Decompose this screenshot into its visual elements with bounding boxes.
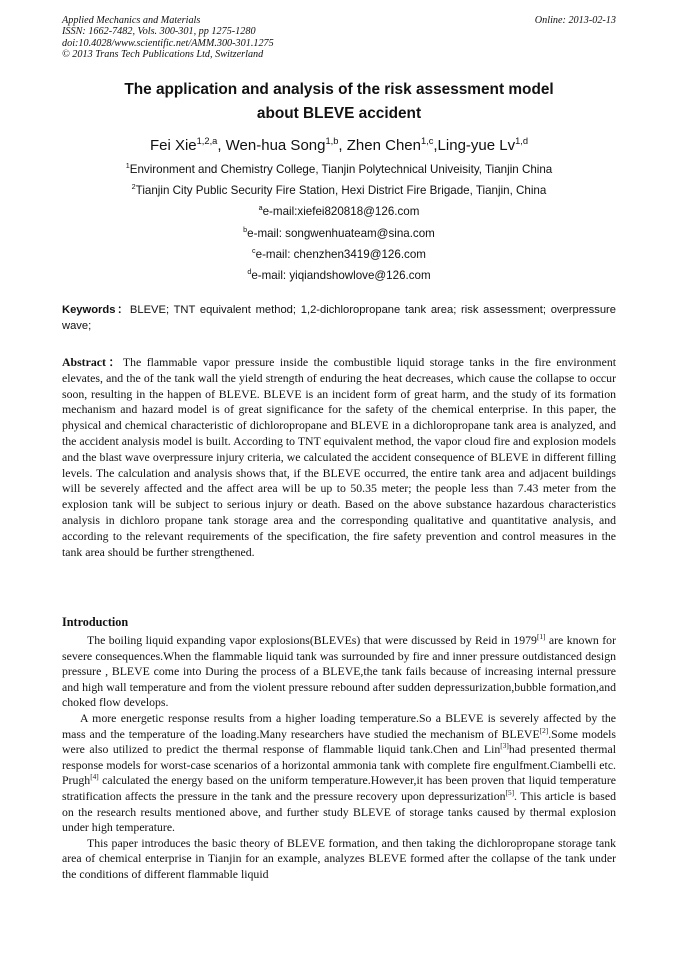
author-affiliation-mark: 1,d [515,136,529,146]
abstract [62,355,616,560]
author-separator: , [217,137,226,154]
keywords [62,303,616,335]
author-name: Zhen Chen [346,137,421,154]
title-line-1: The application and analysis of the risk assessment model [124,81,554,98]
author-list [62,136,616,156]
author-comma: , [433,137,438,154]
citation-ref: [4] [90,772,99,782]
copyright-line: © 2013 Trans Tech Publications Ltd, Switzerland [62,49,264,61]
paragraph-text: A more energetic response results from a higher loading temperature.So a BLEVE is severely affected by the mass and the temperature of the loading.Many researchers have studied the mechanism of BLEVE [62,710,616,741]
keywords-text: BLEVE; TNT equivalent method; 1,2-dichloropropane tank area; risk assessment; overpressure wave; [62,304,616,332]
author-affiliation-mark: 1,2,a [196,136,218,146]
email-mark: d [247,267,252,277]
affiliation-mark: 2 [131,182,136,192]
email-b [62,226,616,242]
issn-line: ISSN: 1662-7482, Vols. 300-301, pp 1275-1280 [62,26,256,38]
affiliation-mark: 1 [125,161,130,171]
author-separator: , [338,137,347,154]
author-name: Fei Xie [149,137,197,154]
abstract-label: Abstract： [62,355,123,369]
author-affiliation-mark: 1,c [420,136,434,146]
paragraph-text: calculated the energy based on the uniform temperature.However,it has been proven that liquid temperature stratification affects the pressure in the tank and the pressure recovery upon depressurization [62,773,616,803]
paragraph [62,711,616,836]
citation-ref: [5] [505,788,515,798]
affiliation-2 [62,183,616,199]
abstract-text: The flammable vapor pressure inside the combustible liquid storage tanks in the fire environment elevates, and the of the tank wall the yield strength of enduring the heat decreases, which cause the collapse to occur soon, resulting in the happen of BLEVE. BLEVE is an incident form of great harm, and the study of its formation mechanism and hazard model is of great significance for the safety of the chemical enterprise. In this paper, the physical and chemical characteristic of dichloropropane and BLEVE in a dichloropropane tank area is analyzed, and the accident analysis model is built. According to TNT equivalent method, the vapor cloud fire and explosion models and the blast wave overpressure injury criteria, we calculated the accident consequence of BLEVE in different filling levels. The calculation and analysis shows that, if the BLEVE occurred, the entire tank area and adjacent buildings will be severely affected and the affect area will be up to 50.35 meter; the people less than 7.43 meter from the explosion tank will be subject to serious injury or death. Based on the above substance hazardous characteristics analysis in dichloro propane tank storage area and the corresponding qualitative and quantitative analysis, and according to the relevant requirements of the specification, the fire safety prevention and control measures in the tank area should be further strengthened. [62,355,616,559]
citation-ref: [3] [500,741,509,751]
paragraph-text: .Some models were also utilized to predict the thermal response of flammable liquid tank.Chen and Lin [62,726,616,757]
email-text: e-mail: chenzhen3419@126.com [255,248,426,261]
journal-header [62,15,616,61]
email-a [62,204,616,220]
email-text: e-mail: songwenhuateam@sina.com [247,227,435,240]
paragraph-text: This paper introduces the basic theory of BLEVE formation, and then taking the dichloropropane storage tank area of chemical enterprise in Tianjin for an example, analyzes BLEVE formed after the collapse of the tank under the conditions of different flammable liquid [62,835,616,881]
paper-title [62,78,616,126]
paragraph [62,836,616,883]
email-mark: a [258,203,263,213]
author-name: Ling-yue Lv [437,137,516,154]
paragraph-text: . This article is based on the research results mentioned above, and further study BLEVE of storage tanks caused by thermal explosion under high temperature. [62,788,616,835]
email-text: e-mail: yiqiandshowlove@126.com [251,269,431,282]
keywords-label: Keywords： [62,304,130,316]
citation-ref: [1] [536,632,546,642]
title-line-2: about BLEVE accident [256,105,422,122]
journal-name: Applied Mechanics and Materials [62,15,201,26]
author-affiliation-mark: 1,b [325,136,339,146]
email-mark: b [243,225,248,235]
section-heading-introduction: Introduction [62,615,129,629]
citation-ref: [2] [539,725,549,735]
paragraph-text: The boiling liquid expanding vapor explosions(BLEVEs) that were discussed by Reid in 1979 [87,633,537,647]
paragraph-text: had presented thermal response models for worst-case scenarios of a horizontal ammonia tank with complete fire engulfment.Ciambelli etc. Prugh [62,742,616,788]
email-mark: c [252,246,256,256]
online-date: Online: 2013-02-13 [534,15,616,26]
affiliation-text: Tianjin City Public Security Fire Station, Hexi District Fire Brigade, Tianjin, China [135,184,547,197]
paragraph-text: are known for severe consequences.When the flammable liquid tank was surrounded by fire and inner pressure outdistanced design pressure , BLEVE come into During the process of a BLEVE,the tank fails because of increasing internal pressure and high wall temperature and from the violent pressure rebound after sudden depressurization,bubble formation,and choked flow develops. [62,633,617,710]
paragraph [62,633,616,711]
affiliation-1 [62,162,616,178]
doi-line: doi:10.4028/www.scientific.net/AMM.300-301.1275 [62,37,274,49]
email-d [62,268,616,284]
affiliation-text: Environment and Chemistry College, Tianjin Polytechnical Univeisity, Tianjin China [129,163,553,176]
author-name: Wen-hua Song [225,137,326,154]
email-c [62,247,616,263]
introduction-body [62,633,616,883]
email-text: e-mail:xiefei820818@126.com [262,205,420,218]
